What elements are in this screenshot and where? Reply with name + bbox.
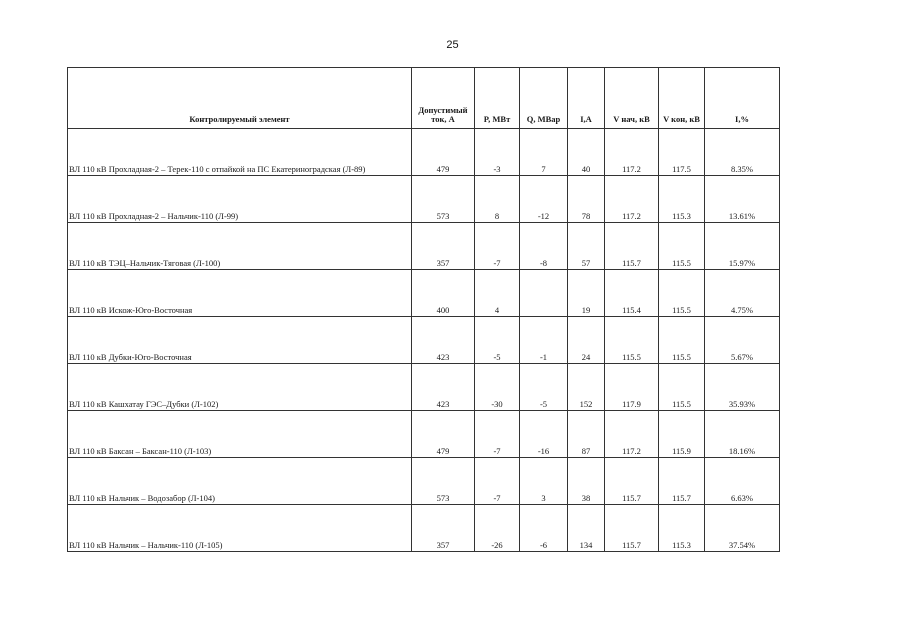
table-row xyxy=(68,505,780,552)
cell-q-mvar: -5 xyxy=(520,364,568,411)
cell-current-a: 87 xyxy=(568,411,605,458)
cell-current-a: 24 xyxy=(568,317,605,364)
cell-v-end: 115.7 xyxy=(659,458,705,505)
cell-v-end: 117.5 xyxy=(659,129,705,176)
cell-element: ВЛ 110 кВ Кашхатау ГЭС–Дубки (Л-102) xyxy=(68,364,412,411)
cell-v-start: 117.2 xyxy=(605,129,659,176)
cell-q-mvar: -6 xyxy=(520,505,568,552)
cell-current-percent: 5.67% xyxy=(705,317,780,364)
cell-v-start: 117.2 xyxy=(605,176,659,223)
header-q-mvar: Q, МВар xyxy=(520,68,568,129)
cell-current-percent: 13.61% xyxy=(705,176,780,223)
cell-v-end: 115.5 xyxy=(659,364,705,411)
cell-v-end: 115.9 xyxy=(659,411,705,458)
cell-v-start: 115.7 xyxy=(605,505,659,552)
cell-allowed-current: 400 xyxy=(412,270,475,317)
cell-q-mvar: -16 xyxy=(520,411,568,458)
table-row xyxy=(68,317,780,364)
cell-q-mvar: -8 xyxy=(520,223,568,270)
header-v-start: V нач, кВ xyxy=(605,68,659,129)
cell-current-a: 134 xyxy=(568,505,605,552)
cell-current-percent: 18.16% xyxy=(705,411,780,458)
cell-v-start: 115.4 xyxy=(605,270,659,317)
cell-allowed-current: 573 xyxy=(412,458,475,505)
cell-p-mw: -3 xyxy=(475,129,520,176)
cell-current-percent: 6.63% xyxy=(705,458,780,505)
table-row xyxy=(68,458,780,505)
cell-v-start: 115.5 xyxy=(605,317,659,364)
table-header-row xyxy=(68,68,780,129)
cell-current-percent: 8.35% xyxy=(705,129,780,176)
cell-element: ВЛ 110 кВ ТЭЦ–Нальчик-Тяговая (Л-100) xyxy=(68,223,412,270)
table-row xyxy=(68,411,780,458)
cell-current-a: 38 xyxy=(568,458,605,505)
table-row xyxy=(68,176,780,223)
cell-allowed-current: 573 xyxy=(412,176,475,223)
cell-element: ВЛ 110 кВ Баксан – Баксан-110 (Л-103) xyxy=(68,411,412,458)
cell-v-end: 115.5 xyxy=(659,270,705,317)
cell-allowed-current: 423 xyxy=(412,317,475,364)
cell-p-mw: 4 xyxy=(475,270,520,317)
cell-q-mvar xyxy=(520,270,568,317)
cell-q-mvar: 7 xyxy=(520,129,568,176)
cell-element: ВЛ 110 кВ Прохладная-2 – Нальчик-110 (Л-99) xyxy=(68,176,412,223)
cell-q-mvar: 3 xyxy=(520,458,568,505)
cell-current-percent: 37.54% xyxy=(705,505,780,552)
cell-element: ВЛ 110 кВ Искож-Юго-Восточная xyxy=(68,270,412,317)
cell-element: ВЛ 110 кВ Прохладная-2 – Терек-110 с отпайкой на ПС Екатериноградская (Л-89) xyxy=(68,129,412,176)
cell-v-end: 115.5 xyxy=(659,223,705,270)
cell-current-percent: 35.93% xyxy=(705,364,780,411)
header-current-a: I,А xyxy=(568,68,605,129)
cell-current-a: 57 xyxy=(568,223,605,270)
cell-allowed-current: 357 xyxy=(412,223,475,270)
header-current-percent: I,% xyxy=(705,68,780,129)
cell-p-mw: -7 xyxy=(475,458,520,505)
load-flow-table xyxy=(67,67,780,552)
cell-p-mw: -7 xyxy=(475,411,520,458)
cell-v-end: 115.5 xyxy=(659,317,705,364)
cell-p-mw: -26 xyxy=(475,505,520,552)
header-p-mw: P, МВт xyxy=(475,68,520,129)
cell-v-end: 115.3 xyxy=(659,176,705,223)
cell-v-end: 115.3 xyxy=(659,505,705,552)
page-number: 25 xyxy=(446,39,459,51)
cell-current-percent: 4.75% xyxy=(705,270,780,317)
cell-p-mw: -30 xyxy=(475,364,520,411)
header-element: Контролируемый элемент xyxy=(68,68,412,129)
cell-p-mw: -7 xyxy=(475,223,520,270)
cell-v-start: 115.7 xyxy=(605,223,659,270)
cell-current-percent: 15.97% xyxy=(705,223,780,270)
cell-allowed-current: 423 xyxy=(412,364,475,411)
cell-element: ВЛ 110 кВ Нальчик – Нальчик-110 (Л-105) xyxy=(68,505,412,552)
cell-p-mw: 8 xyxy=(475,176,520,223)
header-v-end: V кон, кВ xyxy=(659,68,705,129)
cell-q-mvar: -12 xyxy=(520,176,568,223)
cell-q-mvar: -1 xyxy=(520,317,568,364)
cell-current-a: 78 xyxy=(568,176,605,223)
table-row xyxy=(68,129,780,176)
cell-current-a: 40 xyxy=(568,129,605,176)
cell-allowed-current: 357 xyxy=(412,505,475,552)
cell-current-a: 19 xyxy=(568,270,605,317)
cell-v-start: 117.9 xyxy=(605,364,659,411)
cell-current-a: 152 xyxy=(568,364,605,411)
cell-allowed-current: 479 xyxy=(412,129,475,176)
cell-p-mw: -5 xyxy=(475,317,520,364)
cell-element: ВЛ 110 кВ Дубки-Юго-Восточная xyxy=(68,317,412,364)
cell-allowed-current: 479 xyxy=(412,411,475,458)
table-row xyxy=(68,223,780,270)
cell-element: ВЛ 110 кВ Нальчик – Водозабор (Л-104) xyxy=(68,458,412,505)
cell-v-start: 115.7 xyxy=(605,458,659,505)
table-row xyxy=(68,270,780,317)
header-allowed-current: Допустимый ток, А xyxy=(412,68,475,129)
table-row xyxy=(68,364,780,411)
cell-v-start: 117.2 xyxy=(605,411,659,458)
